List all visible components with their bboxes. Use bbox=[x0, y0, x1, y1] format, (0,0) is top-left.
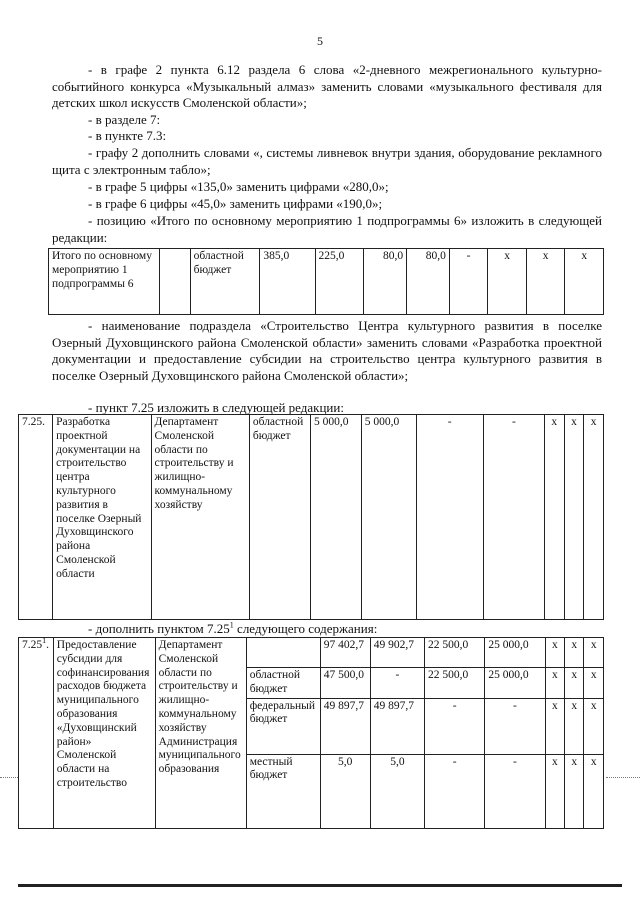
item-value-cell: 5 000,0 bbox=[310, 415, 361, 620]
intro-paragraph-6: - в графе 6 цифры «45,0» заменить цифрами «190,0»; bbox=[88, 196, 383, 211]
row-x-cell: х bbox=[565, 638, 584, 668]
item-number-cell: 7.25$^1$. bbox=[19, 638, 54, 829]
total-table bbox=[48, 248, 604, 315]
table-row bbox=[19, 415, 604, 620]
row-x-cell: х bbox=[545, 754, 564, 828]
intro-paragraph-1: - в графе 2 пункта 6.12 раздела 6 слова «2-дневного межрегионального культурно-событийного конкурса «Музыкальный алмаз» заменить словами «музыкального фестиваля для детских школ искусств Смоленской области»; bbox=[52, 62, 602, 110]
row-value-cell: 49 897,7 bbox=[320, 698, 370, 754]
item-name-cell: Разработка проектной документации на строительство центра культурного развития в поселке Озерный Духовщинского района Смоленской области bbox=[53, 415, 151, 620]
row-x-cell: х bbox=[584, 668, 604, 699]
row-value-cell: - bbox=[370, 668, 424, 699]
row-value-cell: 49 897,7 bbox=[370, 698, 424, 754]
middle-paragraph-1: - наименование подраздела «Строительство Центра культурного развития в поселке Озерный Духовщинского района Смоленской области» заменить словами «Разработка проектной документации и предоставление субсидии на строительство центра культурного развития в поселке Озерный Духовщинского района Смоленской области»; bbox=[52, 318, 602, 383]
margin-dotted-line-left bbox=[0, 777, 18, 778]
row-source-cell bbox=[246, 638, 320, 668]
row-value-cell: 5,0 bbox=[320, 754, 370, 828]
item-executor-cell: Департамент Смоленской области по строительству и жилищно-коммунальному хозяйству bbox=[151, 415, 249, 620]
intro-paragraph-4: - графу 2 дополнить словами «, системы ливневок внутри здания, оборудование рекламного щита с электронным табло»; bbox=[52, 145, 602, 177]
page-bottom-rule bbox=[18, 884, 622, 887]
item-x-cell: х bbox=[584, 415, 604, 620]
row-x-cell: х bbox=[545, 638, 564, 668]
total-source-cell: областной бюджет bbox=[190, 249, 260, 315]
row-value-cell: - bbox=[424, 698, 484, 754]
total-value-cell: 225,0 bbox=[315, 249, 364, 315]
lower-paragraph-1: - дополнить пунктом 7.25$^1$ следующего содержания: bbox=[88, 620, 378, 636]
row-source-cell: местный бюджет bbox=[246, 754, 320, 828]
row-value-cell: 25 000,0 bbox=[485, 638, 545, 668]
margin-dotted-line-right bbox=[606, 777, 640, 778]
row-value-cell: 47 500,0 bbox=[320, 668, 370, 699]
total-x-cell: х bbox=[488, 249, 527, 315]
row-x-cell: х bbox=[565, 754, 584, 828]
intro-paragraph-3: - в пункте 7.3: bbox=[88, 128, 167, 143]
item-executor-cell: Департамент Смоленской области по строительству и жилищно-коммунальному хозяйству Администрация муниципального образования bbox=[155, 638, 246, 829]
intro-paragraph-2: - в разделе 7: bbox=[88, 112, 161, 127]
row-x-cell: х bbox=[545, 698, 564, 754]
row-value-cell: - bbox=[485, 754, 545, 828]
row-value-cell: 25 000,0 bbox=[485, 668, 545, 699]
total-value-cell: 385,0 bbox=[260, 249, 315, 315]
total-x-cell: х bbox=[526, 249, 565, 315]
total-x-cell: х bbox=[565, 249, 604, 315]
row-x-cell: х bbox=[584, 698, 604, 754]
table-row bbox=[49, 249, 604, 315]
row-value-cell: 5,0 bbox=[370, 754, 424, 828]
item-name-cell: Предоставление субсидии для софинансирования расходов бюджета муниципального образования «Духовщинский район» Смоленской области на строительство bbox=[53, 638, 155, 829]
item-source-cell: областной бюджет bbox=[249, 415, 310, 620]
intro-paragraph-5: - в графе 5 цифры «135,0» заменить цифрами «280,0»; bbox=[88, 179, 389, 194]
row-value-cell: - bbox=[424, 754, 484, 828]
row-value-cell: 97 402,7 bbox=[320, 638, 370, 668]
item-value-cell: 5 000,0 bbox=[361, 415, 416, 620]
row-x-cell: х bbox=[565, 668, 584, 699]
item-value-cell: - bbox=[483, 415, 544, 620]
item-725-table bbox=[18, 414, 604, 620]
item-x-cell: х bbox=[564, 415, 584, 620]
row-source-cell: федеральный бюджет bbox=[246, 698, 320, 754]
row-value-cell: 22 500,0 bbox=[424, 668, 484, 699]
total-empty-cell bbox=[160, 249, 190, 315]
total-value-cell: 80,0 bbox=[364, 249, 407, 315]
row-x-cell: х bbox=[545, 668, 564, 699]
row-x-cell: х bbox=[584, 754, 604, 828]
item-value-cell: - bbox=[416, 415, 483, 620]
item-7251-table bbox=[18, 637, 604, 829]
middle-paragraph-2: - пункт 7.25 изложить в следующей редакции: bbox=[88, 400, 344, 415]
total-name-cell: Итого по основному мероприятию 1 подпрограммы 6 bbox=[49, 249, 160, 315]
table-row bbox=[19, 638, 604, 668]
row-value-cell: 49 902,7 bbox=[370, 638, 424, 668]
intro-paragraph-7: - позицию «Итого по основному мероприятию 1 подпрограммы 6» изложить в следующей редакции: bbox=[52, 213, 602, 245]
total-value-cell: 80,0 bbox=[407, 249, 450, 315]
row-x-cell: х bbox=[565, 698, 584, 754]
row-value-cell: - bbox=[485, 698, 545, 754]
item-x-cell: х bbox=[544, 415, 564, 620]
total-value-cell: - bbox=[449, 249, 488, 315]
page-number: 5 bbox=[317, 34, 323, 48]
row-x-cell: х bbox=[584, 638, 604, 668]
item-number-cell: 7.25. bbox=[19, 415, 53, 620]
row-source-cell: областной бюджет bbox=[246, 668, 320, 699]
row-value-cell: 22 500,0 bbox=[424, 638, 484, 668]
